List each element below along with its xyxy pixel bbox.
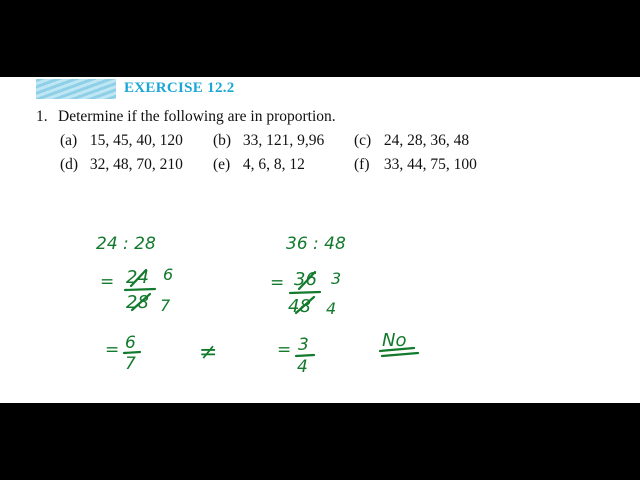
item-label: (a): [60, 132, 78, 149]
item-label: (d): [60, 156, 79, 173]
exercise-title: EXERCISE 12.2: [124, 80, 235, 96]
item-label: (f): [354, 156, 370, 173]
question-text: Determine if the following are in proportion.: [58, 108, 336, 125]
handwritten-not-equal-sign: ≠: [199, 340, 218, 365]
item-value: 33, 44, 75, 100: [383, 156, 477, 173]
question-number: 1.: [36, 108, 48, 125]
handwritten-equals: =: [100, 272, 115, 292]
handwritten-result-denominator: 4: [297, 357, 308, 377]
handwritten-equals: =: [277, 340, 292, 360]
handwritten-answer: No: [382, 330, 407, 351]
item-value: 32, 48, 70, 210: [89, 156, 183, 173]
strike-out: [296, 297, 314, 313]
fraction-bar: [125, 289, 155, 290]
strike-out: [131, 270, 146, 286]
handwritten-reduced-denominator: 7: [160, 296, 171, 315]
handwritten-ratio-left: 24 : 28: [96, 234, 156, 254]
strike-out: [299, 272, 315, 289]
handwritten-result-numerator: 6: [125, 333, 136, 353]
handwritten-equals: =: [105, 340, 120, 360]
handwritten-reduced-numerator: 6: [163, 265, 174, 284]
handwritten-reduced-numerator: 3: [331, 269, 342, 288]
strike-out: [132, 294, 150, 310]
item-label: (b): [213, 132, 232, 149]
fraction-bar: [124, 352, 140, 353]
handwritten-numerator-struck: 36: [294, 269, 317, 290]
item-value: 24, 28, 36, 48: [383, 132, 470, 149]
fraction-bar: [296, 355, 314, 356]
handwritten-reduced-denominator: 4: [326, 299, 337, 318]
handwritten-equals: =: [270, 273, 285, 293]
item-value: 33, 121, 9,96: [242, 132, 325, 149]
item-label: (e): [213, 156, 231, 173]
textbook-page: [0, 77, 640, 403]
handwritten-result-numerator: 3: [298, 335, 309, 355]
item-label: (c): [354, 132, 372, 149]
item-value: 4, 6, 8, 12: [242, 156, 305, 173]
answer-underline: [380, 348, 414, 351]
handwritten-numerator-struck: 24: [126, 267, 149, 288]
handwritten-result-denominator: 7: [125, 354, 136, 374]
handwritten-ratio-right: 36 : 48: [286, 234, 346, 254]
item-value: 15, 45, 40, 120: [89, 132, 183, 149]
answer-underline: [382, 353, 418, 356]
fraction-bar: [290, 292, 320, 293]
handwritten-denominator-struck: 28: [126, 292, 149, 313]
handwriting-strokes: [0, 77, 640, 403]
handwritten-denominator-struck: 48: [288, 296, 311, 317]
